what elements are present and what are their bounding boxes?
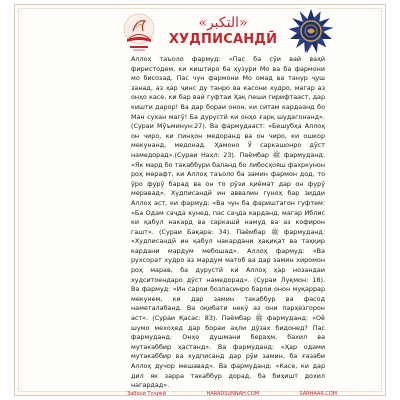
footer-language-label: Забони Тоҷикӣ bbox=[127, 391, 167, 397]
footer-site-link-2[interactable]: SARHAAR.COM bbox=[299, 391, 337, 397]
title-arabic: «التكبر» bbox=[198, 15, 248, 31]
content-card bbox=[14, 4, 386, 396]
page-title: ХУДПИСАНДӢ bbox=[168, 32, 278, 47]
calligraphy-book-logo-icon bbox=[119, 11, 159, 53]
title-block bbox=[167, 15, 279, 51]
footer-site-link[interactable]: HARADSUNNAH.COM bbox=[206, 391, 260, 397]
star-ornament-logo-icon bbox=[287, 7, 335, 55]
article-body bbox=[131, 55, 326, 390]
article-paragraph: Аллоҳ таъоло фармуд: «Пас ба сӯи вай ваҳй фиристодем, ки киштиро ба ҳузури Мо ва ба фармони мо бисозад. Пас чун фармони Мо омад ва танур ҷуш занад, аз ҳар ҷинс ду танро ва касони худро, магар аз онҳо касе, ки бар вай гуфтаи Ҳақ пеши гирифтааст, дар кишти дарор! Ва дар бораи онон, ки ситам кардаанд бо Ман сухан магӯ! Ба дурустӣ ки онҳо ғарқ шудагонанд». (Сураи Мӯъминун:27). Ва фармудааст: «Бешубҳа Аллоҳ он чиро, ки пинҳон медоранд ва он чиро, ки ошкор мекунанд, медонад. Ҳамоно Ӯ саркашонро дӯст намедорад».(Сураи Наҳл: 23). Паёмбар ﷺ фармуданд: «Як мард бо такаббури баланд бо либосҳояш фахркунон роҳ мерафт, ки Аллоҳ таъоло ба замин фармон дод, то ӯро фурӯ барад ва он то рӯзи қиёмат дар он фурӯ меравад». Худписандӣ ин аввалин гуноҳ бар зидди Аллоҳ аст, ки фармуд: «Ва чун ба фариштагон гуфтем: «Ба Одам саҷда кунед, пас саҷда карданд, магар Иблис ки қабул накард ва саркашӣ намуд ва аз кофирон гашт». (Сураи Бақара: 34). Паёмбар ﷺ фармуданд: «Худписандӣ ин қабул накардани ҳақиқат ва таҳқир кардани мардум мебошад». Аллоҳ фармуд: «Ва рухсорат худро аз мардум матоб ва дар замин хиромон роҳ марав, ба дурустӣ ки Аллоҳ ҳар нозандаи худситоендаро дӯст намедорад». (Сураи Луқмон: 18). Ва фармуд: «Ин сарои бозпасинро барои онон муқаррар мекунем, ки дар замин такаббур ва фасод наметалабанд. Ва оқибати некӯ аз они парҳезгорон аст». (Сураи Қасас: 83). Паёмбар ﷺ фармуданд: «Оё шумо мехоҳед дар бораи аҳли дӯзах бидонед? Пас фармуданд: Онҳо душмани бераҳм, бахил ва мутакаббир ҳастанд». Ва фармуданд: «Ҳар одами мутакаббир ва худписанд дар рӯи замин, ба ғазаби Аллоҳ дучор мешавад». Ва фармуданд: «Касе, ки дар дил як зарра такаббур дорад, ба биҳишт дохил нагардад». bbox=[131, 55, 326, 390]
footer bbox=[127, 389, 337, 399]
